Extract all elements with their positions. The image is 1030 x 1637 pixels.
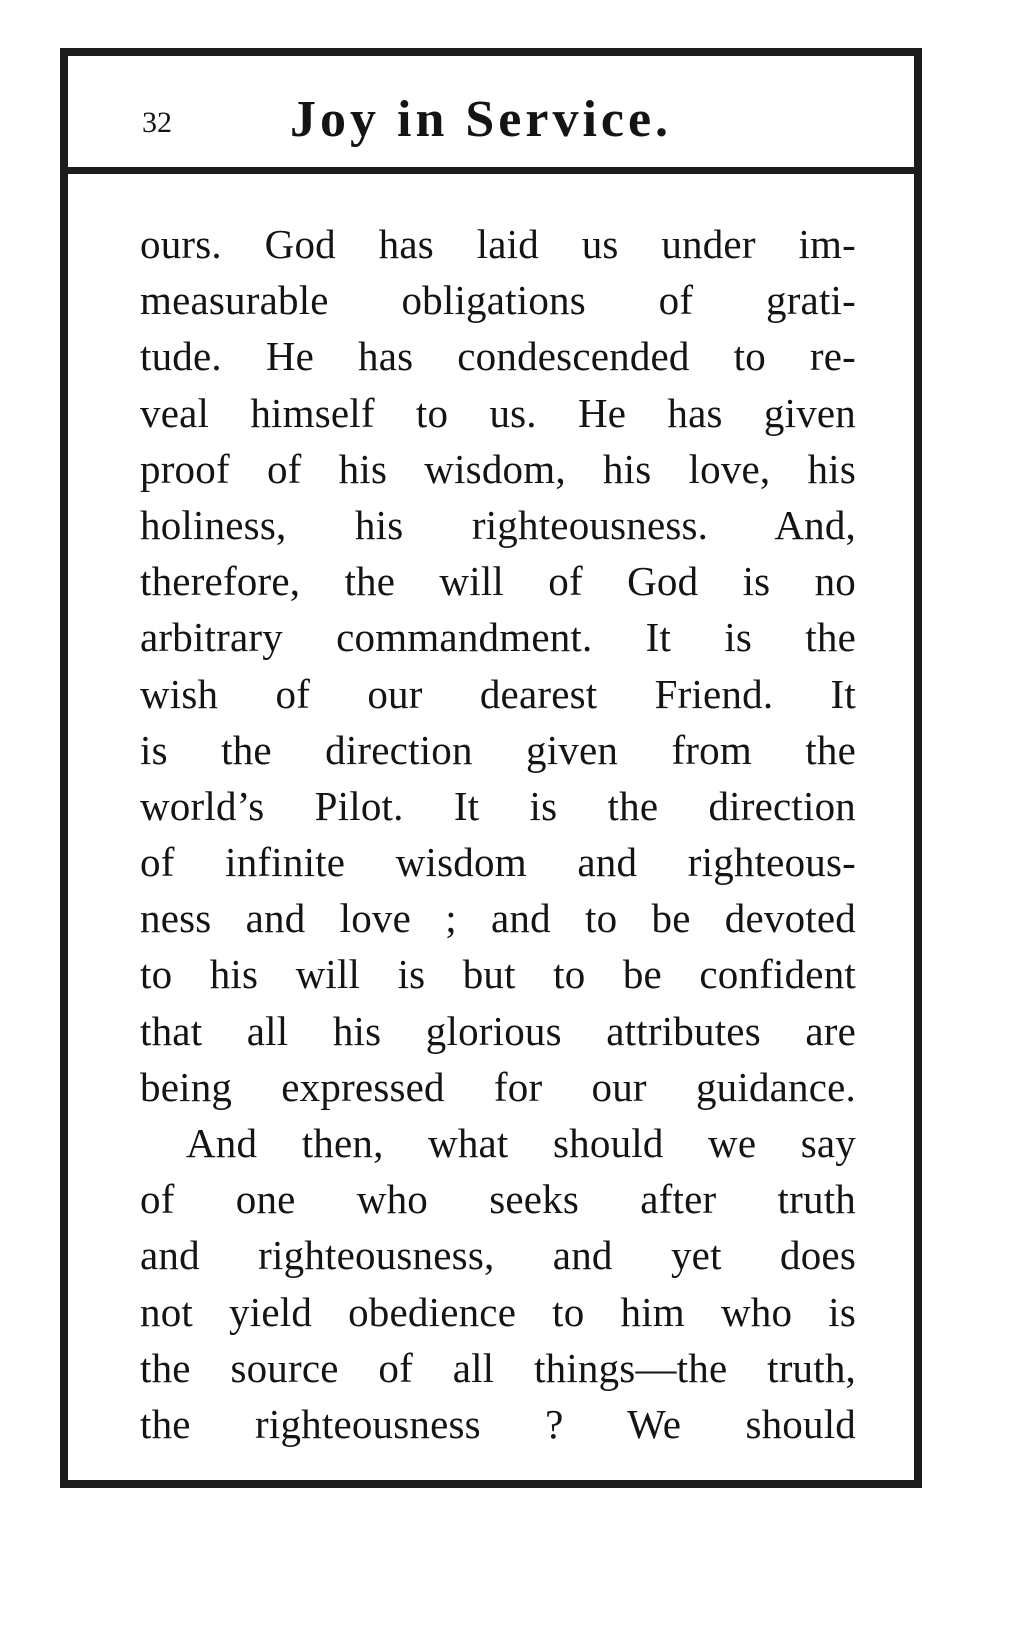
- text-line: ness and love ; and to be devoted: [140, 895, 856, 942]
- paragraph-start-line: And then, what should we say: [186, 1120, 856, 1166]
- page-border-frame: [60, 48, 922, 1488]
- text-line: world’s Pilot. It is the direction: [140, 782, 856, 829]
- text-line: to his will is but to be confident: [140, 951, 856, 998]
- text-line: that all his glorious attributes are: [140, 1007, 856, 1054]
- text-line: veal himself to us. He has given: [140, 389, 856, 436]
- running-header: [68, 56, 914, 174]
- text-line: the source of all things—the truth,: [140, 1344, 856, 1391]
- text-line: of infinite wisdom and righteous-: [140, 839, 856, 886]
- text-line: the righteousness ? We should: [140, 1400, 856, 1447]
- text-line: arbitrary commandment. It is the: [140, 614, 856, 661]
- text-line: ours. God has laid us under im-: [140, 221, 856, 267]
- body-text: [140, 216, 856, 1452]
- text-line: tude. He has condescended to re-: [140, 333, 856, 380]
- text-line: and righteousness, and yet does: [140, 1232, 856, 1279]
- text-line: not yield obedience to him who is: [140, 1288, 856, 1335]
- text-line: being expressed for our guidance.: [140, 1063, 856, 1110]
- text-line: measurable obligations of grati-: [140, 277, 856, 324]
- text-line: therefore, the will of God is no: [140, 558, 856, 605]
- running-title: Joy in Service.: [290, 91, 673, 148]
- text-line: is the direction given from the: [140, 726, 856, 773]
- text-line: holiness, his righteousness. And,: [140, 501, 856, 548]
- text-line: wish of our dearest Friend. It: [140, 670, 856, 717]
- text-line: proof of his wisdom, his love, his: [140, 445, 856, 492]
- text-line: of one who seeks after truth: [140, 1176, 856, 1223]
- page-number: 32: [142, 106, 172, 139]
